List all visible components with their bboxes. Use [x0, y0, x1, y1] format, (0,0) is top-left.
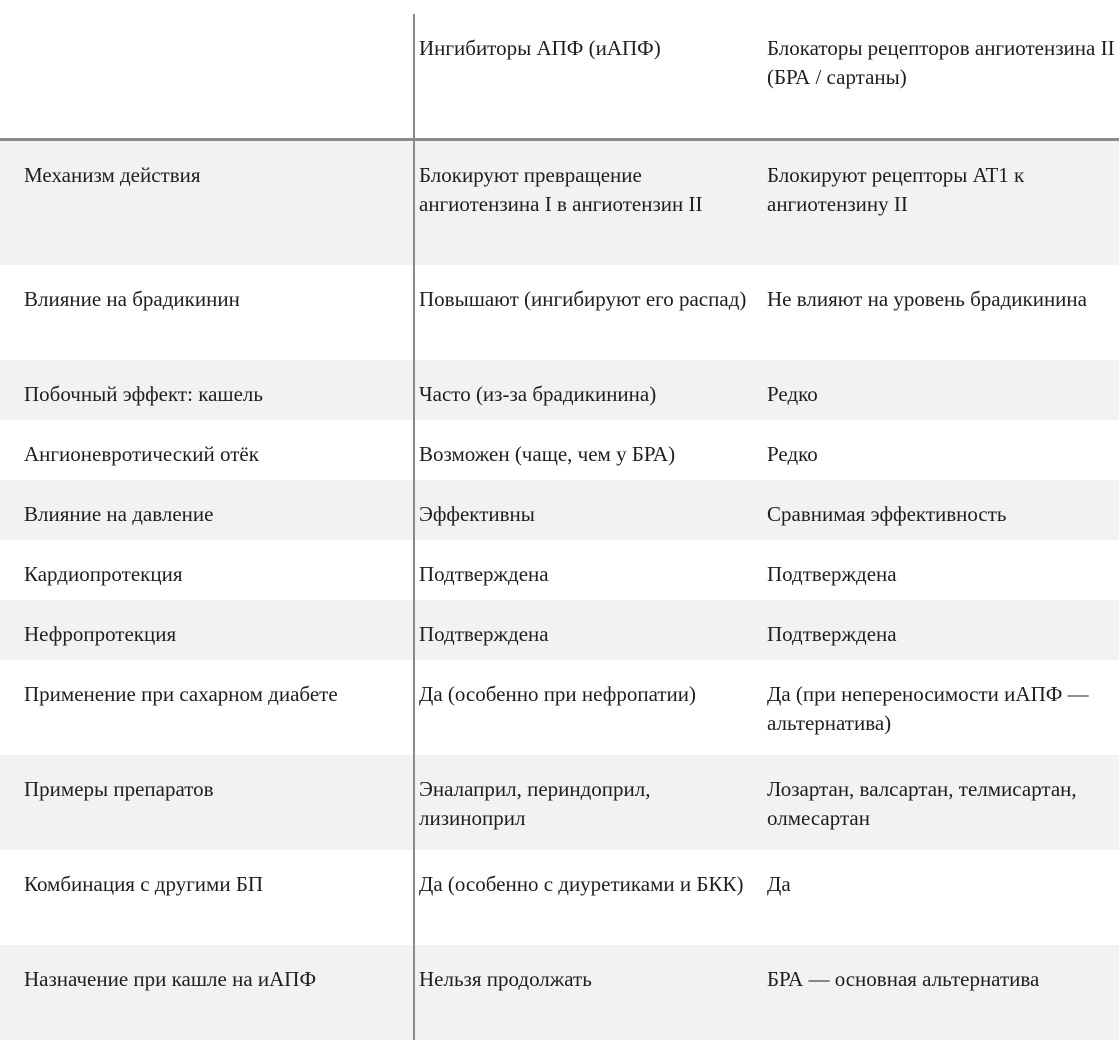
- row-label: Применение при сахарном диабете: [24, 682, 338, 706]
- row-label: Механизм действия: [24, 163, 201, 187]
- row-label: Нефропротекция: [24, 622, 177, 646]
- row-value-arb: Да (при непереносимости иАПФ — альтернатива): [767, 682, 1089, 735]
- row-value-ace: Нельзя продолжать: [413, 945, 765, 1040]
- row-label: Назначение при кашле на иАПФ: [24, 967, 317, 991]
- row-value-arb: Блокируют рецепторы AT1 к ангиотензину II: [767, 163, 1025, 216]
- table-row: [0, 945, 1119, 1040]
- row-value-ace: Эналаприл, периндоприл, лизиноприл: [413, 755, 765, 850]
- row-value-ace: Блокируют превращение ангиотензина I в ангиотензин II: [413, 141, 765, 265]
- header-cell-ace-inhibitors: Ингибиторы АПФ (иАПФ): [419, 36, 661, 60]
- row-value-ace: Да (особенно при нефропатии): [413, 660, 765, 755]
- table-row: [0, 600, 1119, 660]
- row-value-ace: Часто (из-за брадикинина): [413, 360, 765, 420]
- table-row: [0, 265, 1119, 360]
- row-value-ace: Эффективны: [413, 480, 765, 540]
- table-row: [0, 660, 1119, 755]
- row-value-arb: Да: [767, 872, 791, 896]
- row-value-arb: Редко: [767, 442, 818, 466]
- row-label: Побочный эффект: кашель: [24, 382, 263, 406]
- table-row: [0, 755, 1119, 850]
- table-row: [0, 141, 1119, 265]
- table-row: [0, 420, 1119, 480]
- row-label: Примеры препаратов: [24, 777, 214, 801]
- row-value-arb: Подтверждена: [767, 562, 897, 586]
- table-header-row: [0, 0, 1119, 141]
- table-row: [0, 540, 1119, 600]
- header-cell-arb: Блокаторы рецепторов ангиотензина II (БРА / сартаны): [767, 36, 1115, 89]
- row-value-arb: Не влияют на уровень брадикинина: [767, 287, 1087, 311]
- table-row: [0, 480, 1119, 540]
- header-cell-empty: [0, 0, 413, 138]
- row-value-arb: Лозартан, валсартан, телмисартан, олмесартан: [767, 777, 1077, 830]
- row-value-ace: Подтверждена: [413, 600, 765, 660]
- row-value-ace: Возможен (чаще, чем у БРА): [413, 420, 765, 480]
- row-value-ace: Подтверждена: [413, 540, 765, 600]
- row-label: Влияние на брадикинин: [24, 287, 240, 311]
- row-value-ace: Повышают (ингибируют его распад): [413, 265, 765, 360]
- row-label: Ангионевротический отёк: [24, 442, 259, 466]
- table-row: [0, 360, 1119, 420]
- row-value-ace: Да (особенно с диуретиками и БКК): [413, 850, 765, 945]
- row-label: Влияние на давление: [24, 502, 214, 526]
- row-label: Кардиопротекция: [24, 562, 183, 586]
- table-row: [0, 850, 1119, 945]
- header-column-divider: [413, 14, 415, 138]
- row-label: Комбинация с другими БП: [24, 872, 264, 896]
- row-value-arb: Сравнимая эффективность: [767, 502, 1007, 526]
- row-value-arb: Подтверждена: [767, 622, 897, 646]
- row-value-arb: БРА — основная альтернатива: [767, 967, 1040, 991]
- row-value-arb: Редко: [767, 382, 818, 406]
